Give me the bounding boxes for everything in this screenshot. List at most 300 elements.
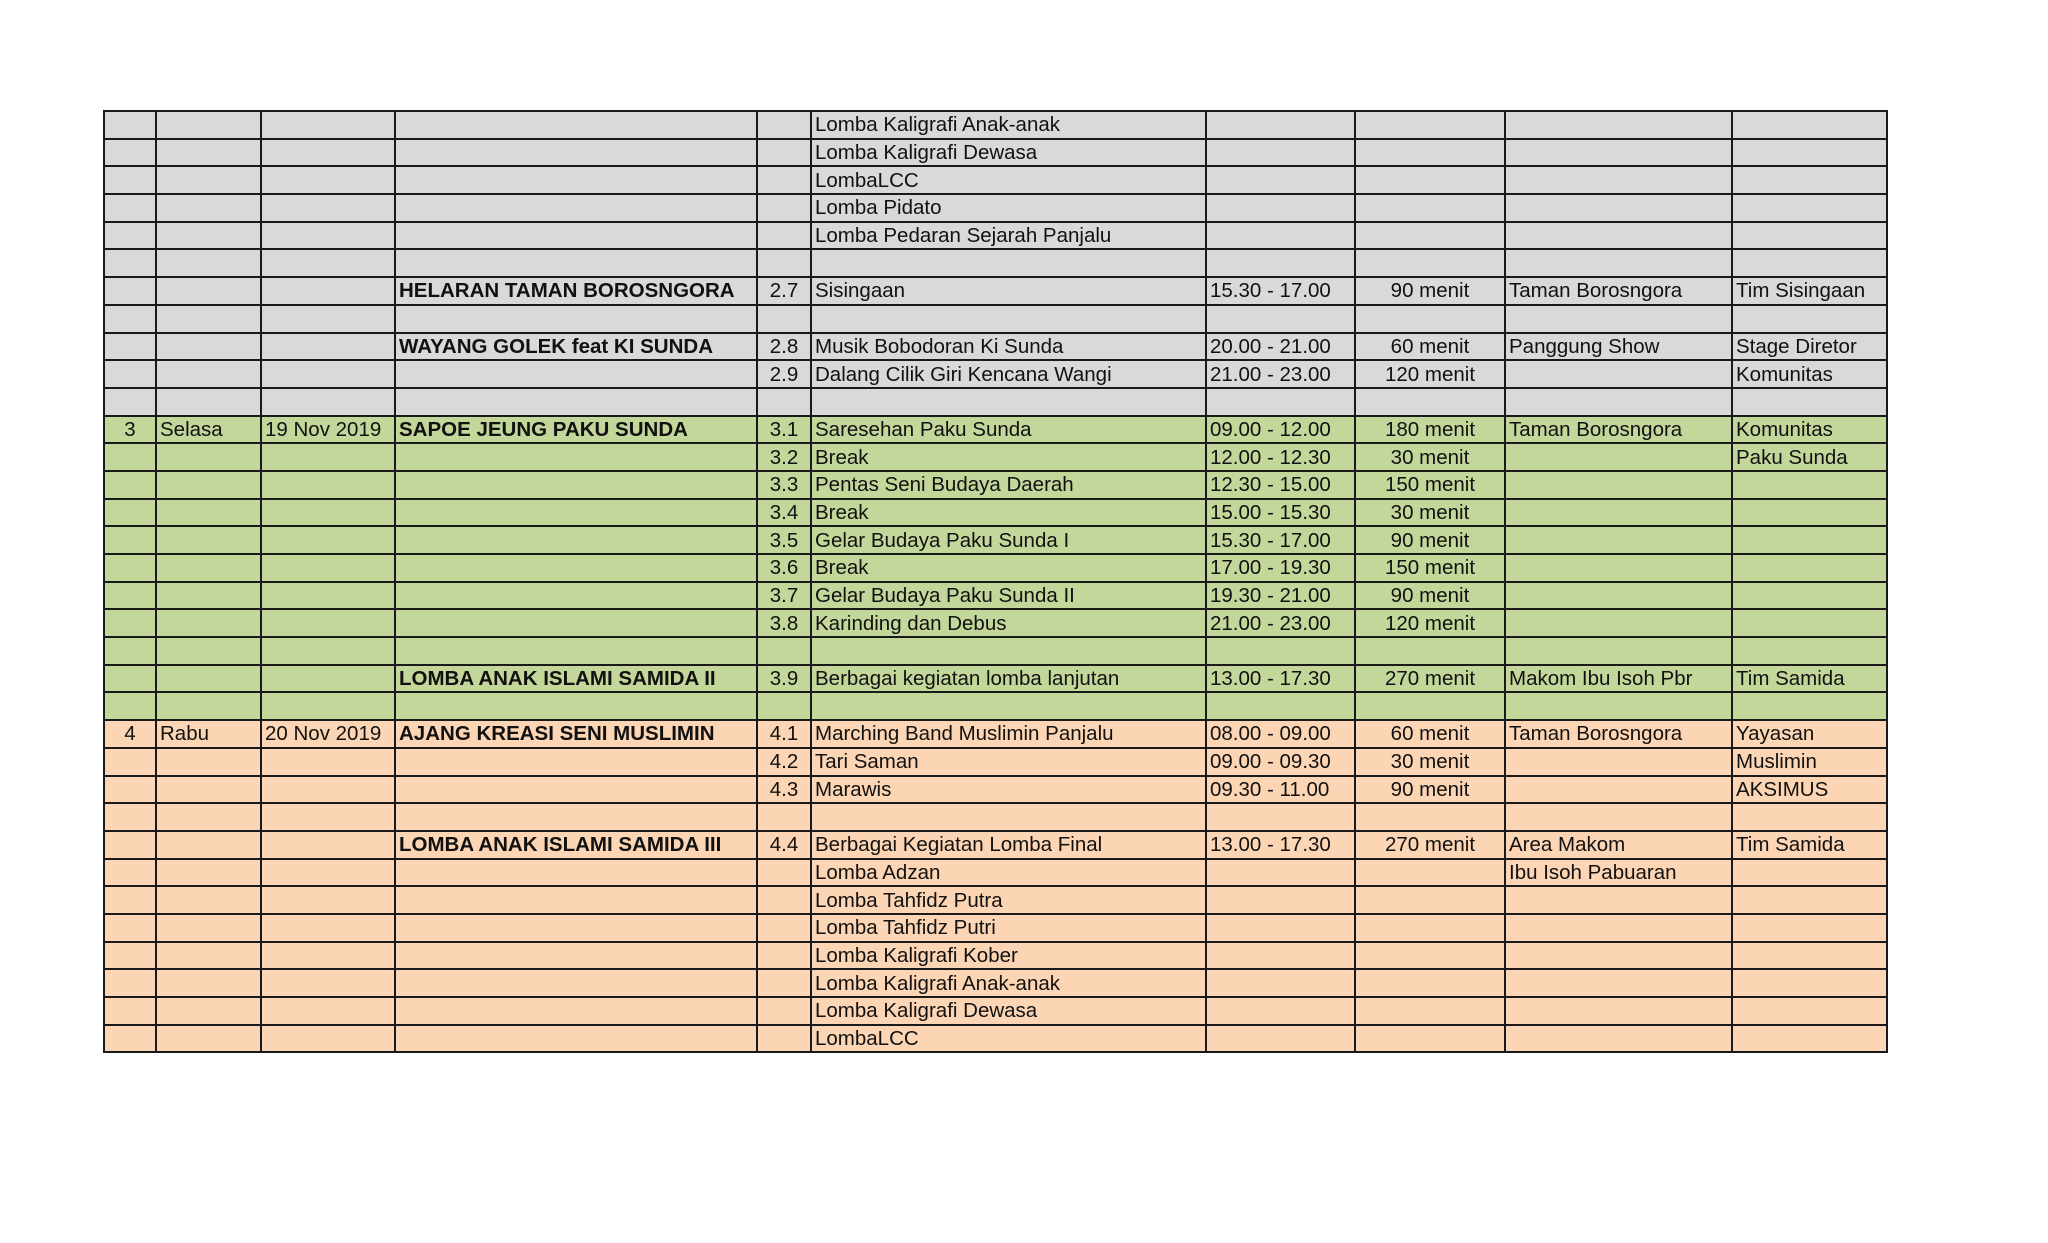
table-row [104,360,1887,388]
day-name-cell [156,166,261,194]
table-row [104,166,1887,194]
day-number-cell [104,111,156,139]
table-row [104,277,1887,305]
item-number-cell [757,803,811,831]
activity-cell: Gelar Budaya Paku Sunda I [811,526,1206,554]
person-in-charge-cell: Muslimin [1732,748,1887,776]
activity-cell [811,249,1206,277]
activity-cell: Marching Band Muslimin Panjalu [811,720,1206,748]
duration-cell [1355,1025,1505,1053]
duration-cell: 30 menit [1355,443,1505,471]
event-title-cell [395,914,757,942]
item-number-cell: 3.5 [757,526,811,554]
person-in-charge-cell [1732,609,1887,637]
location-cell: Makom Ibu Isoh Pbr [1505,665,1732,693]
person-in-charge-cell: Komunitas [1732,360,1887,388]
duration-cell [1355,249,1505,277]
day-number-cell [104,471,156,499]
date-cell [261,139,395,167]
location-cell: Taman Borosngora [1505,277,1732,305]
time-range-cell: 21.00 - 23.00 [1206,609,1355,637]
day-number-cell [104,942,156,970]
day-name-cell: Rabu [156,720,261,748]
activity-cell [811,803,1206,831]
person-in-charge-cell [1732,969,1887,997]
table-row [104,333,1887,361]
day-name-cell [156,609,261,637]
item-number-cell [757,859,811,887]
time-range-cell [1206,249,1355,277]
activity-cell: Lomba Tahfidz Putri [811,914,1206,942]
day-number-cell: 3 [104,416,156,444]
event-title-cell [395,222,757,250]
day-name-cell [156,997,261,1025]
event-title-cell [395,526,757,554]
table-row [104,471,1887,499]
table-row [104,554,1887,582]
date-cell [261,942,395,970]
item-number-cell: 3.7 [757,582,811,610]
location-cell [1505,166,1732,194]
activity-cell: Gelar Budaya Paku Sunda II [811,582,1206,610]
time-range-cell [1206,1025,1355,1053]
table-row [104,249,1887,277]
day-name-cell [156,277,261,305]
activity-cell: Lomba Adzan [811,859,1206,887]
duration-cell [1355,637,1505,665]
day-name-cell [156,139,261,167]
day-number-cell [104,333,156,361]
day-name-cell [156,194,261,222]
person-in-charge-cell [1732,222,1887,250]
time-range-cell: 15.00 - 15.30 [1206,499,1355,527]
item-number-cell [757,111,811,139]
day-number-cell [104,637,156,665]
table-row [104,194,1887,222]
event-title-cell: WAYANG GOLEK feat KI SUNDA [395,333,757,361]
activity-cell [811,388,1206,416]
event-title-cell [395,859,757,887]
date-cell [261,471,395,499]
duration-cell: 90 menit [1355,582,1505,610]
duration-cell [1355,388,1505,416]
activity-cell [811,692,1206,720]
table-row [104,526,1887,554]
date-cell [261,748,395,776]
activity-cell: Berbagai kegiatan lomba lanjutan [811,665,1206,693]
person-in-charge-cell [1732,166,1887,194]
duration-cell [1355,969,1505,997]
table-row [104,776,1887,804]
day-number-cell [104,554,156,582]
day-number-cell [104,1025,156,1053]
date-cell [261,111,395,139]
date-cell [261,997,395,1025]
event-title-cell [395,305,757,333]
day-number-cell [104,997,156,1025]
table-row [104,803,1887,831]
table-row [104,969,1887,997]
location-cell [1505,886,1732,914]
location-cell [1505,388,1732,416]
day-number-cell [104,166,156,194]
location-cell [1505,139,1732,167]
location-cell [1505,803,1732,831]
duration-cell [1355,139,1505,167]
location-cell [1505,776,1732,804]
day-name-cell [156,443,261,471]
day-name-cell [156,333,261,361]
event-title-cell: HELARAN TAMAN BOROSNGORA [395,277,757,305]
person-in-charge-cell: Paku Sunda [1732,443,1887,471]
duration-cell: 270 menit [1355,831,1505,859]
day-number-cell [104,609,156,637]
duration-cell: 150 menit [1355,471,1505,499]
date-cell [261,360,395,388]
person-in-charge-cell [1732,111,1887,139]
item-number-cell [757,969,811,997]
date-cell [261,499,395,527]
duration-cell: 90 menit [1355,277,1505,305]
duration-cell [1355,166,1505,194]
location-cell [1505,969,1732,997]
time-range-cell [1206,305,1355,333]
day-number-cell [104,831,156,859]
table-row [104,388,1887,416]
activity-cell: Break [811,554,1206,582]
time-range-cell [1206,997,1355,1025]
table-row [104,997,1887,1025]
person-in-charge-cell [1732,997,1887,1025]
item-number-cell [757,388,811,416]
event-title-cell [395,969,757,997]
location-cell [1505,194,1732,222]
time-range-cell: 19.30 - 21.00 [1206,582,1355,610]
person-in-charge-cell: Komunitas [1732,416,1887,444]
person-in-charge-cell [1732,388,1887,416]
table-row [104,886,1887,914]
time-range-cell [1206,637,1355,665]
table-row [104,831,1887,859]
person-in-charge-cell [1732,637,1887,665]
day-name-cell [156,360,261,388]
person-in-charge-cell [1732,582,1887,610]
table-row [104,222,1887,250]
day-name-cell [156,249,261,277]
day-name-cell [156,388,261,416]
item-number-cell: 3.3 [757,471,811,499]
activity-cell: Sisingaan [811,277,1206,305]
activity-cell [811,305,1206,333]
day-name-cell [156,665,261,693]
table-row [104,139,1887,167]
date-cell: 19 Nov 2019 [261,416,395,444]
day-number-cell [104,360,156,388]
day-name-cell [156,582,261,610]
activity-cell: Lomba Tahfidz Putra [811,886,1206,914]
day-name-cell [156,803,261,831]
activity-cell: Lomba Pedaran Sejarah Panjalu [811,222,1206,250]
date-cell [261,1025,395,1053]
duration-cell: 120 menit [1355,360,1505,388]
item-number-cell [757,692,811,720]
day-number-cell [104,443,156,471]
day-number-cell [104,914,156,942]
activity-cell: Tari Saman [811,748,1206,776]
event-title-cell: LOMBA ANAK ISLAMI SAMIDA II [395,665,757,693]
day-number-cell [104,582,156,610]
table-row [104,609,1887,637]
time-range-cell [1206,803,1355,831]
date-cell [261,554,395,582]
activity-cell: Karinding dan Debus [811,609,1206,637]
table-row [104,416,1887,444]
person-in-charge-cell: Tim Samida [1732,665,1887,693]
time-range-cell [1206,914,1355,942]
duration-cell: 270 menit [1355,665,1505,693]
day-name-cell [156,526,261,554]
item-number-cell [757,166,811,194]
person-in-charge-cell: Tim Samida [1732,831,1887,859]
date-cell [261,831,395,859]
date-cell [261,969,395,997]
day-number-cell: 4 [104,720,156,748]
date-cell [261,665,395,693]
location-cell [1505,637,1732,665]
item-number-cell: 4.2 [757,748,811,776]
day-name-cell [156,831,261,859]
item-number-cell: 3.2 [757,443,811,471]
day-name-cell [156,499,261,527]
item-number-cell: 2.9 [757,360,811,388]
time-range-cell: 13.00 - 17.30 [1206,831,1355,859]
activity-cell: Saresehan Paku Sunda [811,416,1206,444]
date-cell [261,194,395,222]
item-number-cell: 3.6 [757,554,811,582]
day-number-cell [104,305,156,333]
duration-cell [1355,942,1505,970]
duration-cell [1355,859,1505,887]
duration-cell: 90 menit [1355,776,1505,804]
date-cell [261,637,395,665]
time-range-cell [1206,222,1355,250]
event-title-cell [395,139,757,167]
table-row [104,637,1887,665]
duration-cell [1355,803,1505,831]
table-row [104,443,1887,471]
date-cell [261,305,395,333]
item-number-cell [757,886,811,914]
day-name-cell [156,1025,261,1053]
duration-cell: 30 menit [1355,499,1505,527]
event-title-cell [395,360,757,388]
activity-cell: Lomba Kaligrafi Dewasa [811,997,1206,1025]
day-number-cell [104,499,156,527]
location-cell [1505,748,1732,776]
location-cell [1505,526,1732,554]
event-title-cell [395,609,757,637]
duration-cell: 30 menit [1355,748,1505,776]
event-title-cell [395,776,757,804]
time-range-cell: 20.00 - 21.00 [1206,333,1355,361]
day-name-cell [156,111,261,139]
activity-cell: Lomba Kaligrafi Anak-anak [811,969,1206,997]
time-range-cell: 12.00 - 12.30 [1206,443,1355,471]
item-number-cell: 3.9 [757,665,811,693]
person-in-charge-cell [1732,499,1887,527]
event-title-cell [395,886,757,914]
location-cell [1505,582,1732,610]
date-cell [261,166,395,194]
event-title-cell [395,471,757,499]
person-in-charge-cell [1732,803,1887,831]
activity-cell: LombaLCC [811,166,1206,194]
event-title-cell [395,554,757,582]
location-cell: Area Makom [1505,831,1732,859]
location-cell [1505,222,1732,250]
time-range-cell: 12.30 - 15.00 [1206,471,1355,499]
location-cell: Taman Borosngora [1505,416,1732,444]
day-name-cell [156,222,261,250]
day-name-cell [156,554,261,582]
day-name-cell [156,942,261,970]
duration-cell [1355,305,1505,333]
person-in-charge-cell [1732,305,1887,333]
event-title-cell [395,111,757,139]
time-range-cell: 08.00 - 09.00 [1206,720,1355,748]
date-cell [261,443,395,471]
time-range-cell [1206,139,1355,167]
event-title-cell [395,997,757,1025]
time-range-cell [1206,969,1355,997]
duration-cell [1355,194,1505,222]
location-cell [1505,249,1732,277]
time-range-cell [1206,692,1355,720]
duration-cell: 60 menit [1355,720,1505,748]
activity-cell: Dalang Cilik Giri Kencana Wangi [811,360,1206,388]
day-number-cell [104,194,156,222]
event-title-cell [395,582,757,610]
location-cell [1505,443,1732,471]
day-number-cell [104,139,156,167]
item-number-cell [757,914,811,942]
event-title-cell [395,194,757,222]
event-title-cell [395,942,757,970]
table-row [104,499,1887,527]
time-range-cell [1206,111,1355,139]
location-cell [1505,554,1732,582]
day-name-cell [156,776,261,804]
day-number-cell [104,803,156,831]
activity-cell [811,637,1206,665]
date-cell [261,776,395,804]
day-name-cell [156,637,261,665]
location-cell [1505,942,1732,970]
schedule-table [103,110,1888,1053]
location-cell [1505,692,1732,720]
day-number-cell [104,692,156,720]
time-range-cell [1206,388,1355,416]
activity-cell: Lomba Pidato [811,194,1206,222]
activity-cell: Pentas Seni Budaya Daerah [811,471,1206,499]
date-cell [261,914,395,942]
person-in-charge-cell [1732,1025,1887,1053]
time-range-cell: 15.30 - 17.00 [1206,277,1355,305]
event-title-cell [395,443,757,471]
event-title-cell [395,803,757,831]
item-number-cell: 4.3 [757,776,811,804]
person-in-charge-cell [1732,859,1887,887]
day-name-cell: Selasa [156,416,261,444]
activity-cell: Lomba Kaligrafi Anak-anak [811,111,1206,139]
time-range-cell: 09.30 - 11.00 [1206,776,1355,804]
location-cell [1505,471,1732,499]
location-cell [1505,997,1732,1025]
person-in-charge-cell [1732,194,1887,222]
location-cell: Panggung Show [1505,333,1732,361]
day-number-cell [104,859,156,887]
item-number-cell: 3.8 [757,609,811,637]
date-cell [261,526,395,554]
event-title-cell: SAPOE JEUNG PAKU SUNDA [395,416,757,444]
activity-cell: Break [811,499,1206,527]
date-cell [261,886,395,914]
activity-cell: Berbagai Kegiatan Lomba Final [811,831,1206,859]
time-range-cell: 09.00 - 12.00 [1206,416,1355,444]
location-cell: Taman Borosngora [1505,720,1732,748]
table-row [104,665,1887,693]
table-row [104,914,1887,942]
person-in-charge-cell: Yayasan [1732,720,1887,748]
location-cell: Ibu Isoh Pabuaran [1505,859,1732,887]
item-number-cell [757,942,811,970]
person-in-charge-cell: Stage Diretor [1732,333,1887,361]
item-number-cell: 4.4 [757,831,811,859]
duration-cell: 90 menit [1355,526,1505,554]
day-number-cell [104,526,156,554]
date-cell [261,859,395,887]
day-name-cell [156,471,261,499]
activity-cell: Lomba Kaligrafi Kober [811,942,1206,970]
person-in-charge-cell [1732,886,1887,914]
duration-cell: 150 menit [1355,554,1505,582]
duration-cell [1355,914,1505,942]
location-cell [1505,499,1732,527]
activity-cell: Marawis [811,776,1206,804]
date-cell [261,388,395,416]
day-name-cell [156,914,261,942]
day-number-cell [104,748,156,776]
person-in-charge-cell [1732,249,1887,277]
location-cell [1505,609,1732,637]
person-in-charge-cell [1732,692,1887,720]
event-title-cell [395,1025,757,1053]
day-name-cell [156,886,261,914]
person-in-charge-cell [1732,942,1887,970]
person-in-charge-cell: AKSIMUS [1732,776,1887,804]
day-name-cell [156,305,261,333]
day-number-cell [104,222,156,250]
time-range-cell: 17.00 - 19.30 [1206,554,1355,582]
date-cell [261,692,395,720]
activity-cell: Musik Bobodoran Ki Sunda [811,333,1206,361]
day-number-cell [104,277,156,305]
duration-cell [1355,222,1505,250]
time-range-cell: 21.00 - 23.00 [1206,360,1355,388]
event-title-cell [395,388,757,416]
location-cell [1505,305,1732,333]
event-title-cell [395,748,757,776]
